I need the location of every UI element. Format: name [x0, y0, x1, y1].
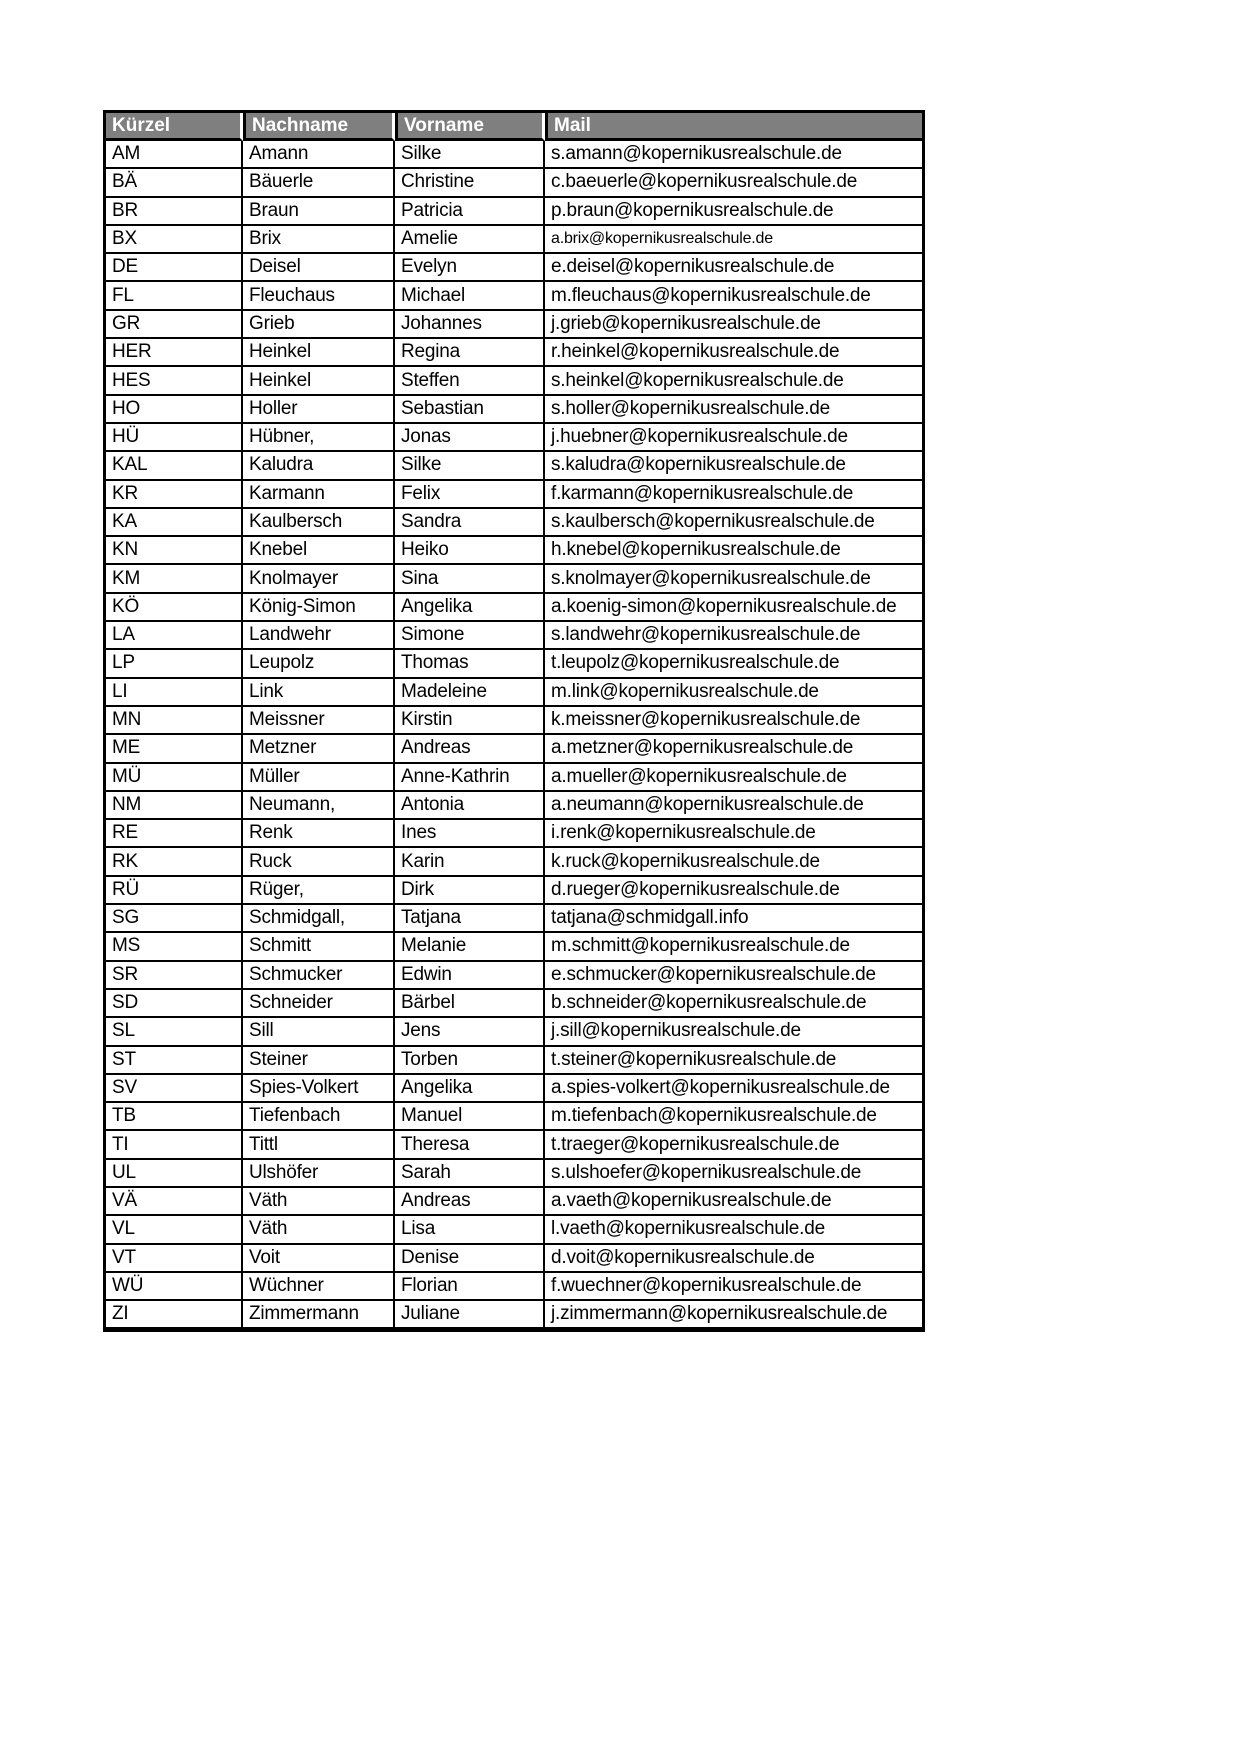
cell-vorname: Madeleine — [395, 679, 545, 707]
cell-vorname: Dirk — [395, 877, 545, 905]
table-row — [106, 735, 922, 763]
cell-mail: e.schmucker@kopernikusrealschule.de — [545, 962, 922, 990]
cell-mail: s.heinkel@kopernikusrealschule.de — [545, 367, 922, 395]
table-row — [106, 962, 922, 990]
cell-nachname: Väth — [243, 1188, 395, 1216]
cell-nachname: Heinkel — [243, 367, 395, 395]
cell-vorname: Johannes — [395, 311, 545, 339]
cell-mail: d.voit@kopernikusrealschule.de — [545, 1245, 922, 1273]
table-row — [106, 1301, 922, 1329]
cell-kuerzel: WÜ — [106, 1273, 243, 1301]
table-row — [106, 1160, 922, 1188]
table-row — [106, 1188, 922, 1216]
cell-mail: j.zimmermann@kopernikusrealschule.de — [545, 1301, 922, 1329]
cell-kuerzel: RK — [106, 848, 243, 876]
cell-kuerzel: KM — [106, 565, 243, 593]
cell-nachname: Spies-Volkert — [243, 1075, 395, 1103]
cell-kuerzel: HER — [106, 339, 243, 367]
table-row — [106, 877, 922, 905]
cell-vorname: Karin — [395, 848, 545, 876]
cell-kuerzel: LA — [106, 622, 243, 650]
cell-vorname: Sebastian — [395, 396, 545, 424]
cell-vorname: Steffen — [395, 367, 545, 395]
table-row — [106, 1131, 922, 1159]
cell-vorname: Angelika — [395, 594, 545, 622]
cell-kuerzel: RE — [106, 820, 243, 848]
table-row — [106, 905, 922, 933]
cell-kuerzel: TI — [106, 1131, 243, 1159]
cell-kuerzel: SD — [106, 990, 243, 1018]
cell-mail: s.knolmayer@kopernikusrealschule.de — [545, 565, 922, 593]
cell-nachname: Väth — [243, 1216, 395, 1244]
cell-nachname: Renk — [243, 820, 395, 848]
cell-vorname: Andreas — [395, 1188, 545, 1216]
cell-mail: i.renk@kopernikusrealschule.de — [545, 820, 922, 848]
cell-nachname: König-Simon — [243, 594, 395, 622]
cell-vorname: Denise — [395, 1245, 545, 1273]
cell-kuerzel: MN — [106, 707, 243, 735]
cell-mail: m.link@kopernikusrealschule.de — [545, 679, 922, 707]
cell-mail: m.tiefenbach@kopernikusrealschule.de — [545, 1103, 922, 1131]
table-row — [106, 198, 922, 226]
table-row — [106, 424, 922, 452]
cell-kuerzel: GR — [106, 311, 243, 339]
cell-vorname: Regina — [395, 339, 545, 367]
cell-kuerzel: LP — [106, 650, 243, 678]
cell-mail: s.landwehr@kopernikusrealschule.de — [545, 622, 922, 650]
table-row — [106, 481, 922, 509]
cell-vorname: Edwin — [395, 962, 545, 990]
cell-mail: s.kaludra@kopernikusrealschule.de — [545, 452, 922, 480]
table-row — [106, 311, 922, 339]
cell-nachname: Knebel — [243, 537, 395, 565]
cell-mail: a.neumann@kopernikusrealschule.de — [545, 792, 922, 820]
cell-mail: j.sill@kopernikusrealschule.de — [545, 1018, 922, 1046]
cell-nachname: Kaulbersch — [243, 509, 395, 537]
cell-nachname: Amann — [243, 141, 395, 169]
cell-mail: b.schneider@kopernikusrealschule.de — [545, 990, 922, 1018]
table-row — [106, 679, 922, 707]
cell-nachname: Bäuerle — [243, 169, 395, 197]
cell-mail: c.baeuerle@kopernikusrealschule.de — [545, 169, 922, 197]
table-row — [106, 169, 922, 197]
cell-vorname: Florian — [395, 1273, 545, 1301]
cell-nachname: Link — [243, 679, 395, 707]
cell-nachname: Schmitt — [243, 933, 395, 961]
cell-kuerzel: BR — [106, 198, 243, 226]
table-row — [106, 594, 922, 622]
cell-vorname: Silke — [395, 141, 545, 169]
cell-vorname: Amelie — [395, 226, 545, 254]
column-header-vorname: Vorname — [395, 113, 545, 141]
cell-mail: a.brix@kopernikusrealschule.de — [545, 226, 922, 254]
cell-vorname: Tatjana — [395, 905, 545, 933]
cell-nachname: Karmann — [243, 481, 395, 509]
cell-nachname: Ulshöfer — [243, 1160, 395, 1188]
cell-mail: d.rueger@kopernikusrealschule.de — [545, 877, 922, 905]
cell-kuerzel: VL — [106, 1216, 243, 1244]
teacher-mail-table — [103, 110, 925, 1332]
cell-nachname: Brix — [243, 226, 395, 254]
cell-vorname: Antonia — [395, 792, 545, 820]
cell-vorname: Anne-Kathrin — [395, 764, 545, 792]
cell-nachname: Deisel — [243, 254, 395, 282]
table-row — [106, 452, 922, 480]
table-row — [106, 990, 922, 1018]
cell-nachname: Zimmermann — [243, 1301, 395, 1329]
table-row — [106, 537, 922, 565]
cell-vorname: Ines — [395, 820, 545, 848]
cell-mail: s.holler@kopernikusrealschule.de — [545, 396, 922, 424]
cell-kuerzel: NM — [106, 792, 243, 820]
table-row — [106, 764, 922, 792]
cell-mail: a.koenig-simon@kopernikusrealschule.de — [545, 594, 922, 622]
cell-kuerzel: ZI — [106, 1301, 243, 1329]
cell-kuerzel: KR — [106, 481, 243, 509]
cell-nachname: Neumann, — [243, 792, 395, 820]
cell-kuerzel: SG — [106, 905, 243, 933]
cell-kuerzel: SV — [106, 1075, 243, 1103]
cell-kuerzel: KÖ — [106, 594, 243, 622]
cell-vorname: Simone — [395, 622, 545, 650]
cell-nachname: Braun — [243, 198, 395, 226]
cell-kuerzel: UL — [106, 1160, 243, 1188]
cell-mail: j.huebner@kopernikusrealschule.de — [545, 424, 922, 452]
cell-kuerzel: ME — [106, 735, 243, 763]
cell-vorname: Evelyn — [395, 254, 545, 282]
table-row — [106, 1103, 922, 1131]
cell-nachname: Metzner — [243, 735, 395, 763]
cell-nachname: Heinkel — [243, 339, 395, 367]
table-row — [106, 1075, 922, 1103]
cell-nachname: Rüger, — [243, 877, 395, 905]
cell-kuerzel: TB — [106, 1103, 243, 1131]
cell-nachname: Grieb — [243, 311, 395, 339]
cell-nachname: Fleuchaus — [243, 282, 395, 310]
cell-kuerzel: KN — [106, 537, 243, 565]
cell-nachname: Sill — [243, 1018, 395, 1046]
cell-mail: t.traeger@kopernikusrealschule.de — [545, 1131, 922, 1159]
cell-mail: k.meissner@kopernikusrealschule.de — [545, 707, 922, 735]
table-row — [106, 254, 922, 282]
cell-kuerzel: BÄ — [106, 169, 243, 197]
table-row — [106, 1216, 922, 1244]
cell-mail: a.mueller@kopernikusrealschule.de — [545, 764, 922, 792]
table-row — [106, 848, 922, 876]
cell-mail: p.braun@kopernikusrealschule.de — [545, 198, 922, 226]
cell-kuerzel: RÜ — [106, 877, 243, 905]
cell-mail: m.schmitt@kopernikusrealschule.de — [545, 933, 922, 961]
cell-vorname: Sarah — [395, 1160, 545, 1188]
cell-kuerzel: VT — [106, 1245, 243, 1273]
cell-nachname: Tittl — [243, 1131, 395, 1159]
table-row — [106, 339, 922, 367]
table-row — [106, 933, 922, 961]
cell-vorname: Lisa — [395, 1216, 545, 1244]
cell-vorname: Angelika — [395, 1075, 545, 1103]
cell-kuerzel: HÜ — [106, 424, 243, 452]
cell-mail: j.grieb@kopernikusrealschule.de — [545, 311, 922, 339]
cell-mail: r.heinkel@kopernikusrealschule.de — [545, 339, 922, 367]
table-row — [106, 650, 922, 678]
cell-kuerzel: BX — [106, 226, 243, 254]
cell-nachname: Leupolz — [243, 650, 395, 678]
cell-nachname: Schmidgall, — [243, 905, 395, 933]
cell-vorname: Jens — [395, 1018, 545, 1046]
cell-vorname: Kirstin — [395, 707, 545, 735]
cell-vorname: Patricia — [395, 198, 545, 226]
cell-mail: s.kaulbersch@kopernikusrealschule.de — [545, 509, 922, 537]
column-header-mail: Mail — [545, 113, 922, 141]
cell-mail: a.metzner@kopernikusrealschule.de — [545, 735, 922, 763]
cell-kuerzel: ST — [106, 1047, 243, 1075]
cell-mail: a.spies-volkert@kopernikusrealschule.de — [545, 1075, 922, 1103]
cell-nachname: Wüchner — [243, 1273, 395, 1301]
cell-vorname: Bärbel — [395, 990, 545, 1018]
cell-kuerzel: MÜ — [106, 764, 243, 792]
cell-vorname: Jonas — [395, 424, 545, 452]
cell-vorname: Manuel — [395, 1103, 545, 1131]
cell-vorname: Torben — [395, 1047, 545, 1075]
cell-mail: tatjana@schmidgall.info — [545, 905, 922, 933]
table-row — [106, 1047, 922, 1075]
cell-nachname: Meissner — [243, 707, 395, 735]
cell-mail: s.amann@kopernikusrealschule.de — [545, 141, 922, 169]
cell-nachname: Ruck — [243, 848, 395, 876]
cell-mail: e.deisel@kopernikusrealschule.de — [545, 254, 922, 282]
table-row — [106, 226, 922, 254]
table-row — [106, 396, 922, 424]
cell-mail: t.steiner@kopernikusrealschule.de — [545, 1047, 922, 1075]
cell-mail: l.vaeth@kopernikusrealschule.de — [545, 1216, 922, 1244]
cell-vorname: Sandra — [395, 509, 545, 537]
cell-nachname: Kaludra — [243, 452, 395, 480]
table-row — [106, 1018, 922, 1046]
header-row — [106, 113, 922, 141]
cell-kuerzel: LI — [106, 679, 243, 707]
cell-vorname: Theresa — [395, 1131, 545, 1159]
cell-kuerzel: KA — [106, 509, 243, 537]
cell-kuerzel: KAL — [106, 452, 243, 480]
table-row — [106, 820, 922, 848]
cell-nachname: Voit — [243, 1245, 395, 1273]
table-row — [106, 707, 922, 735]
cell-vorname: Michael — [395, 282, 545, 310]
table-row — [106, 141, 922, 169]
cell-kuerzel: SR — [106, 962, 243, 990]
table-row — [106, 565, 922, 593]
cell-mail: a.vaeth@kopernikusrealschule.de — [545, 1188, 922, 1216]
cell-nachname: Tiefenbach — [243, 1103, 395, 1131]
cell-vorname: Felix — [395, 481, 545, 509]
cell-vorname: Juliane — [395, 1301, 545, 1329]
table-row — [106, 792, 922, 820]
table-row — [106, 509, 922, 537]
cell-nachname: Schmucker — [243, 962, 395, 990]
cell-vorname: Heiko — [395, 537, 545, 565]
cell-nachname: Schneider — [243, 990, 395, 1018]
table-row — [106, 1245, 922, 1273]
cell-kuerzel: DE — [106, 254, 243, 282]
cell-mail: h.knebel@kopernikusrealschule.de — [545, 537, 922, 565]
table-row — [106, 282, 922, 310]
cell-kuerzel: FL — [106, 282, 243, 310]
cell-vorname: Andreas — [395, 735, 545, 763]
column-header-kuerzel: Kürzel — [106, 113, 243, 141]
cell-nachname: Steiner — [243, 1047, 395, 1075]
cell-mail: f.karmann@kopernikusrealschule.de — [545, 481, 922, 509]
column-header-nachname: Nachname — [243, 113, 395, 141]
table-row — [106, 1273, 922, 1301]
table-row — [106, 622, 922, 650]
cell-mail: s.ulshoefer@kopernikusrealschule.de — [545, 1160, 922, 1188]
cell-nachname: Holler — [243, 396, 395, 424]
cell-kuerzel: HO — [106, 396, 243, 424]
cell-nachname: Müller — [243, 764, 395, 792]
cell-vorname: Thomas — [395, 650, 545, 678]
cell-mail: f.wuechner@kopernikusrealschule.de — [545, 1273, 922, 1301]
cell-vorname: Silke — [395, 452, 545, 480]
cell-kuerzel: VÄ — [106, 1188, 243, 1216]
cell-nachname: Knolmayer — [243, 565, 395, 593]
cell-mail: k.ruck@kopernikusrealschule.de — [545, 848, 922, 876]
cell-kuerzel: AM — [106, 141, 243, 169]
cell-nachname: Hübner, — [243, 424, 395, 452]
cell-kuerzel: HES — [106, 367, 243, 395]
table-row — [106, 367, 922, 395]
cell-vorname: Christine — [395, 169, 545, 197]
cell-vorname: Sina — [395, 565, 545, 593]
cell-kuerzel: SL — [106, 1018, 243, 1046]
cell-mail: t.leupolz@kopernikusrealschule.de — [545, 650, 922, 678]
cell-nachname: Landwehr — [243, 622, 395, 650]
cell-kuerzel: MS — [106, 933, 243, 961]
cell-vorname: Melanie — [395, 933, 545, 961]
cell-mail: m.fleuchaus@kopernikusrealschule.de — [545, 282, 922, 310]
